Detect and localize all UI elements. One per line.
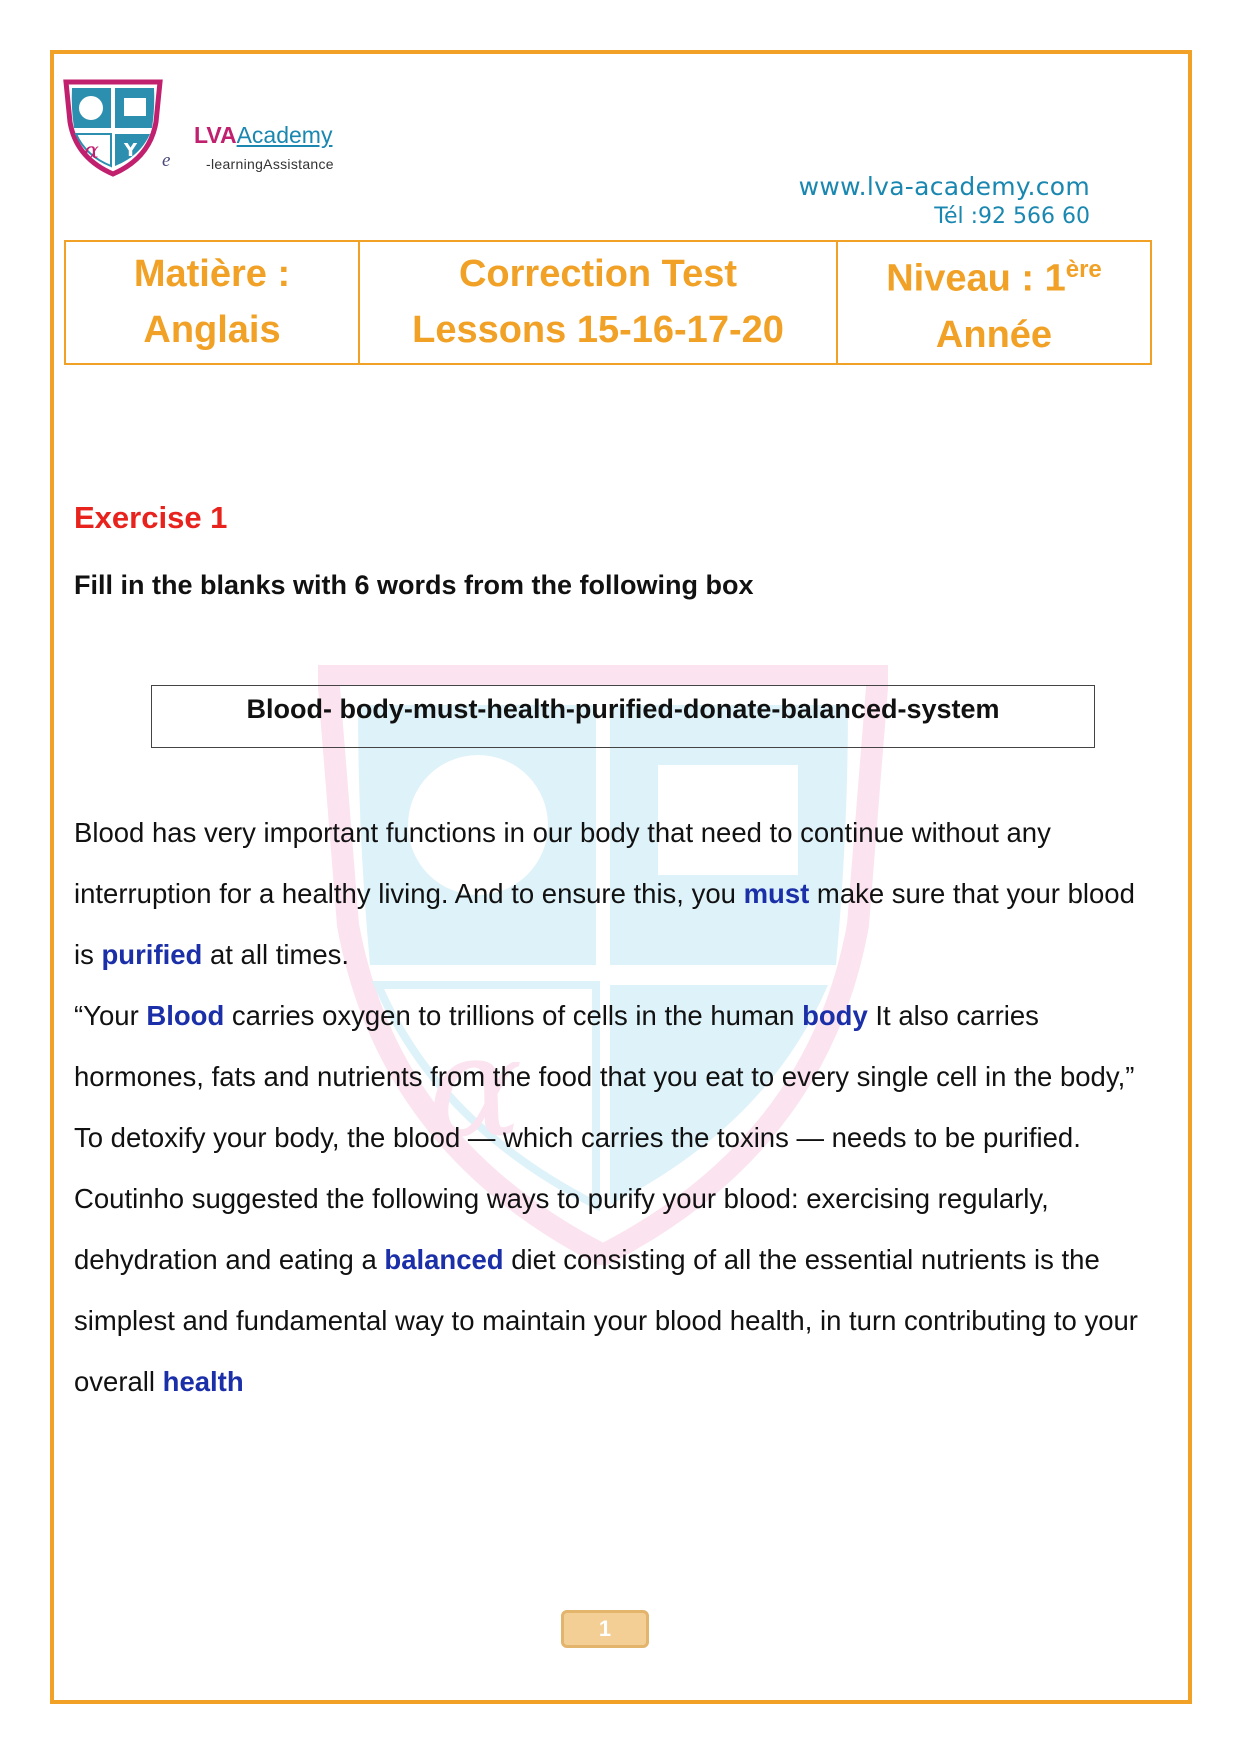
level-cell — [837, 241, 1151, 364]
level-superscript: ère — [1065, 256, 1102, 283]
passage-text — [74, 802, 1144, 1412]
answer-purified: purified — [101, 939, 203, 970]
passage-text-span: It also carries hormones, fats and nutrients from the food that you eat to every single cell in the body,” — [74, 1000, 1135, 1092]
exercise-title: Exercise 1 — [74, 500, 228, 535]
subject-cell — [65, 241, 359, 364]
subject-label: Matière : — [133, 253, 291, 296]
page-number: 1 — [561, 1610, 649, 1648]
passage-text-span: diet consisting of all the essential nutrients is the simplest and fundamental way to maintain your blood health, in turn contributing to your overall — [74, 1244, 1138, 1397]
answer-blood: Blood — [146, 1000, 225, 1031]
answer-must: must — [743, 878, 810, 909]
brand-lva: LVA — [194, 122, 237, 148]
brand-name — [194, 122, 332, 149]
level-value: Année — [935, 313, 1053, 356]
passage-text-span: make sure that your blood is — [74, 878, 1135, 970]
paragraph-2 — [74, 985, 1144, 1107]
svg-text:Y: Y — [124, 140, 138, 161]
answer-body: body — [802, 1000, 868, 1031]
passage-text-span: at all times. — [202, 939, 350, 970]
answer-balanced: balanced — [384, 1244, 504, 1275]
paragraph-3 — [74, 1107, 1144, 1412]
passage-text-span: “Your — [74, 1000, 147, 1031]
phone-number: Tél :92 566 60 — [934, 204, 1090, 229]
svg-text:α: α — [84, 139, 99, 164]
brand-tagline: -learningAssistance — [206, 156, 334, 172]
svg-text:α: α — [428, 1006, 523, 1169]
passage-text-span: Blood has very important functions in our body that need to continue without any interruption for a healthy living. And to ensure this, you — [74, 817, 1051, 909]
passage-text-span: To detoxify your body, the blood — which carries the toxins — needs to be purified. Coutinho suggested the following ways to purify your blood: exercising regularly, dehydration and eating a — [74, 1122, 1081, 1275]
test-lessons: Lessons 15-16-17-20 — [412, 309, 784, 352]
website-link[interactable]: www.lva-academy.com — [798, 172, 1090, 201]
answer-health: health — [162, 1366, 244, 1397]
subject-value: Anglais — [143, 309, 281, 352]
level-label: Niveau : 1 — [886, 257, 1066, 300]
header-table — [64, 240, 1152, 365]
brand-academy: Academy — [236, 122, 333, 148]
passage-text-span: carries oxygen to trillions of cells in the human — [224, 1000, 803, 1031]
title-cell — [359, 241, 837, 364]
word-box: Blood- body-must-health-purified-donate-balanced-system — [151, 685, 1095, 748]
paragraph-1 — [74, 802, 1144, 985]
exercise-instruction: Fill in the blanks with 6 words from the following box — [74, 570, 754, 600]
test-title: Correction Test — [458, 253, 737, 296]
brand-e-letter: e — [162, 150, 171, 171]
lva-academy-logo — [58, 78, 171, 178]
